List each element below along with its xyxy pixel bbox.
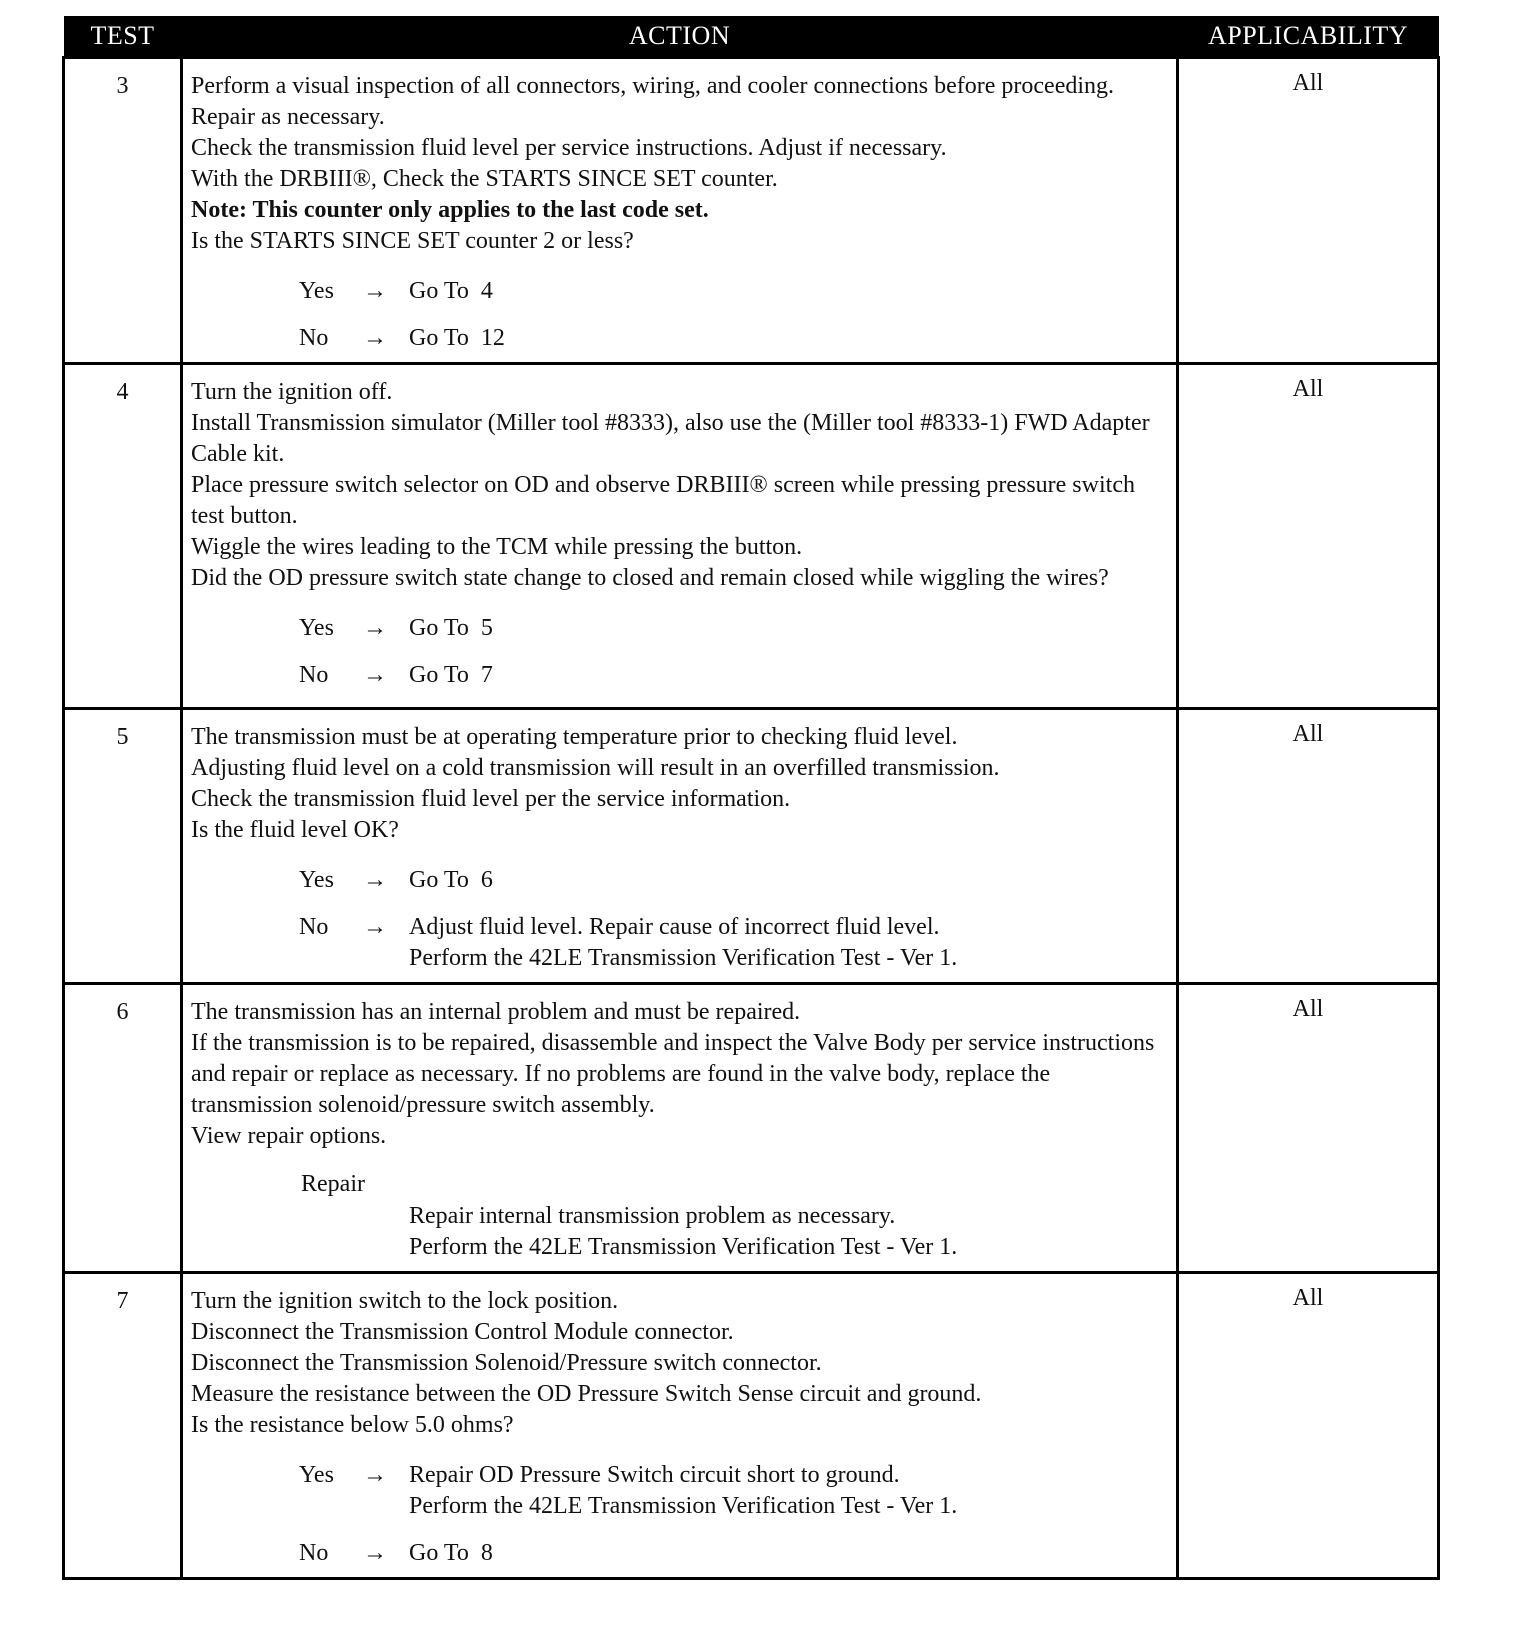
action-line: With the DRBIII®, Check the STARTS SINCE SET counter. bbox=[191, 166, 778, 192]
action-cell bbox=[182, 984, 1178, 1273]
action-line: Wiggle the wires leading to the TCM while pressing the button. bbox=[191, 534, 803, 560]
test-number: 4 bbox=[64, 364, 182, 709]
right-arrow-icon: → bbox=[363, 325, 387, 351]
outcome-text: Go To 4 bbox=[409, 278, 493, 304]
header-test: TEST bbox=[64, 16, 182, 58]
action-cell bbox=[182, 58, 1178, 364]
outcome-text: Go To 5 bbox=[409, 615, 493, 641]
action-line: Disconnect the Transmission Control Module connector. bbox=[191, 1319, 734, 1345]
action-line: Measure the resistance between the OD Pressure Switch Sense circuit and ground. bbox=[191, 1381, 982, 1407]
action-line: Turn the ignition off. bbox=[191, 379, 393, 405]
right-arrow-icon: → bbox=[363, 615, 387, 641]
repair-text: Repair internal transmission problem as necessary. bbox=[409, 1203, 896, 1229]
applicability-value: All bbox=[1178, 1273, 1439, 1579]
outcome-yes bbox=[299, 1460, 1168, 1522]
diagnostic-table-page bbox=[62, 16, 1437, 1580]
table-header-row bbox=[64, 16, 1439, 58]
applicability-value: All bbox=[1178, 984, 1439, 1273]
applicability-value: All bbox=[1178, 364, 1439, 709]
table-row bbox=[64, 984, 1439, 1273]
repair-text: Perform the 42LE Transmission Verification Test - Ver 1. bbox=[409, 1234, 958, 1260]
header-applicability: APPLICABILITY bbox=[1178, 16, 1439, 58]
right-arrow-icon: → bbox=[363, 1462, 387, 1488]
diagnostic-table bbox=[62, 16, 1440, 1580]
outcome-label: No bbox=[299, 325, 329, 351]
outcome-label: Yes bbox=[299, 1462, 334, 1488]
outcome-yes bbox=[299, 865, 1168, 896]
action-question: Is the STARTS SINCE SET counter 2 or less? bbox=[191, 228, 634, 254]
action-line: The transmission must be at operating temperature prior to checking fluid level. bbox=[191, 724, 958, 750]
outcome-no bbox=[299, 912, 1168, 974]
action-cell bbox=[182, 364, 1178, 709]
outcome-text bbox=[409, 1460, 1168, 1522]
action-line: View repair options. bbox=[191, 1123, 387, 1149]
outcome-text: Go To 12 bbox=[409, 325, 505, 351]
right-arrow-icon: → bbox=[363, 1540, 387, 1566]
outcome-no bbox=[299, 323, 1168, 354]
applicability-value: All bbox=[1178, 58, 1439, 364]
header-action: ACTION bbox=[182, 16, 1178, 58]
outcome-text: Go To 7 bbox=[409, 662, 493, 688]
outcome-no bbox=[299, 660, 1168, 691]
test-number: 5 bbox=[64, 709, 182, 984]
action-line: Install Transmission simulator (Miller tool #8333), also use the (Miller tool #8333-1) FWD Adapter Cable kit. bbox=[191, 410, 1150, 467]
outcome-label: No bbox=[299, 662, 329, 688]
right-arrow-icon: → bbox=[363, 278, 387, 304]
outcome-text: Go To 8 bbox=[409, 1540, 493, 1566]
action-note: Note: This counter only applies to the last code set. bbox=[191, 197, 709, 223]
action-question: Is the resistance below 5.0 ohms? bbox=[191, 1412, 514, 1438]
outcome-label: No bbox=[299, 914, 329, 940]
repair-label: Repair bbox=[301, 1171, 365, 1197]
outcome-text bbox=[409, 912, 1168, 974]
test-number: 7 bbox=[64, 1273, 182, 1579]
outcome-text-line: Perform the 42LE Transmission Verification Test - Ver 1. bbox=[409, 1493, 958, 1519]
outcome-text: Go To 6 bbox=[409, 867, 493, 893]
applicability-value: All bbox=[1178, 709, 1439, 984]
outcome-label: Yes bbox=[299, 867, 334, 893]
outcome-yes bbox=[299, 276, 1168, 307]
outcome-label: Yes bbox=[299, 278, 334, 304]
right-arrow-icon: → bbox=[363, 914, 387, 940]
action-line: If the transmission is to be repaired, disassemble and inspect the Valve Body per service instructions and repair or replace as necessary. If no problems are found in the valve body, replace the transmission solenoid/pressure switch assembly. bbox=[191, 1030, 1155, 1118]
table-row bbox=[64, 1273, 1439, 1579]
outcome-text-line: Repair OD Pressure Switch circuit short to ground. bbox=[409, 1462, 900, 1488]
action-line: The transmission has an internal problem and must be repaired. bbox=[191, 999, 801, 1025]
action-line: Perform a visual inspection of all connectors, wiring, and cooler connections before proceeding. Repair as necessary. bbox=[191, 73, 1115, 130]
action-cell bbox=[182, 709, 1178, 984]
outcome-no bbox=[299, 1538, 1168, 1569]
table-row bbox=[64, 58, 1439, 364]
right-arrow-icon: → bbox=[363, 867, 387, 893]
action-line: Check the transmission fluid level per the service information. bbox=[191, 786, 791, 812]
right-arrow-icon: → bbox=[363, 662, 387, 688]
action-line: Adjusting fluid level on a cold transmission will result in an overfilled transmission. bbox=[191, 755, 1000, 781]
action-cell bbox=[182, 1273, 1178, 1579]
action-question: Did the OD pressure switch state change to closed and remain closed while wiggling the wires? bbox=[191, 565, 1109, 591]
outcome-label: Yes bbox=[299, 615, 334, 641]
action-line: Turn the ignition switch to the lock position. bbox=[191, 1288, 619, 1314]
table-row bbox=[64, 709, 1439, 984]
outcome-label: No bbox=[299, 1540, 329, 1566]
action-question: Is the fluid level OK? bbox=[191, 817, 399, 843]
action-line: Disconnect the Transmission Solenoid/Pressure switch connector. bbox=[191, 1350, 822, 1376]
action-line: Place pressure switch selector on OD and observe DRBIII® screen while pressing pressure switch test button. bbox=[191, 472, 1135, 529]
action-line: Check the transmission fluid level per service instructions. Adjust if necessary. bbox=[191, 135, 947, 161]
table-row bbox=[64, 364, 1439, 709]
outcome-yes bbox=[299, 613, 1168, 644]
test-number: 3 bbox=[64, 58, 182, 364]
outcome-text-line: Perform the 42LE Transmission Verification Test - Ver 1. bbox=[409, 945, 958, 971]
test-number: 6 bbox=[64, 984, 182, 1273]
outcome-text-line: Adjust fluid level. Repair cause of incorrect fluid level. bbox=[409, 914, 940, 940]
